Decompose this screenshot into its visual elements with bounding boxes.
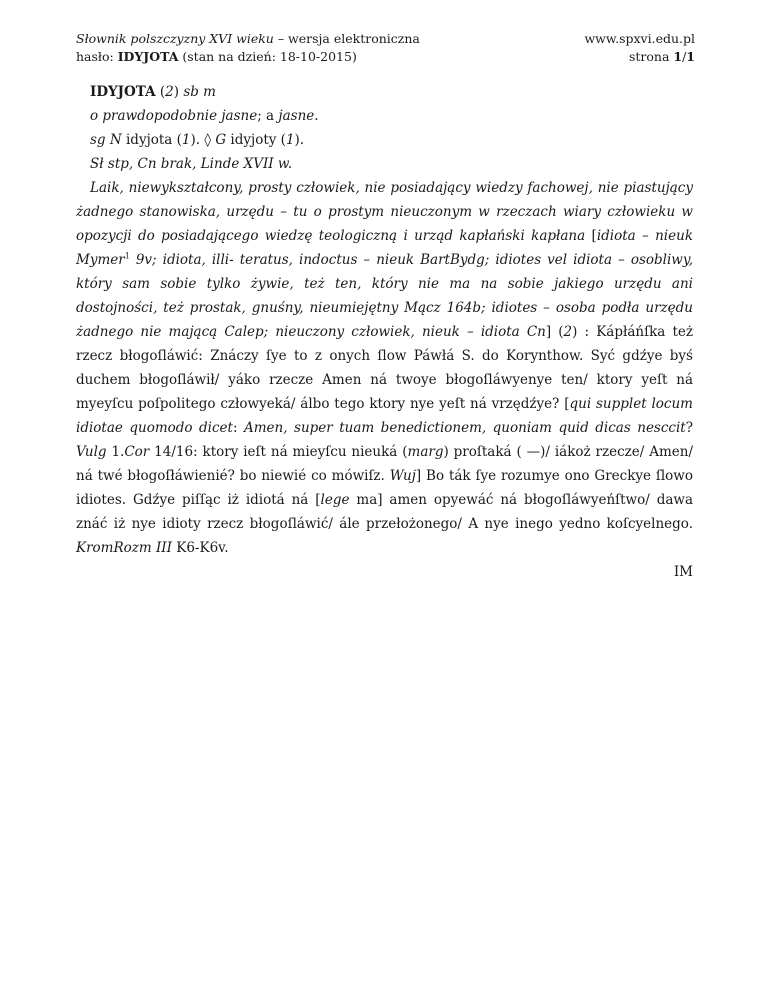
entry-status: hasło: IDYJOTA (stan na dzień: 18-10-2015) [76,49,357,64]
entry-body [76,80,693,584]
site-url[interactable]: www.spxvi.edu.pl [584,31,695,46]
dictionary-title: Słownik polszczyzny XVI wieku – wersja elektroniczna [76,31,420,46]
headword-line: IDYJOTA (2) sb m [90,84,216,100]
definition-paragraph: Laik, niewykształcony, prosty człowiek, nie posiadający wiedzy fachowej, nie piastujący żadnego stanowiska, urzędu – tu o prostym nieuczonym w rzeczach wiary człowieku w opozycji do posiadającego wiedzę teologiczną i urząd kapłański kapłana [idiota – nieuk Mymer$^1$ 9v; idiota, illi- teratus, indoctus – nieuk BartBydg; idiotes vel idiota – osobliwy, który sam sobie tylko żywie, też ten, który nie ma na sobie jakiego urzędu ani dostojności, też prostak, gnuśny, nieumiejętny Mącz 164b; idiotes – osoba podła urzędu żadnego nie mającą Calep; nieuczony człowiek, nieuk – idiota Cn] (2) : Kápłáńſka też rzecz błogoſláwić: Znáczy ſye to z onych ſlow Páwłá S. do Korynthow. Syć gdźye byś duchem błogoſláwił/ yáko rzecze Amen ná twoye błogoſláwyenye ten/ ktory yeſt ná myeyſcu poſpolitego człowyeká/ álbo tego ktory nye yeſt ná vrzędźye? [qui supplet locum idiotae quomodo dicet: Amen, super tuam benedictionem, quoniam quid dicas nesccit? Vulg 1.Cor 14/16: ktory ieſt ná mieyſcu nieuká (marg) proſtaká ( —)/ iákoż rzecze/ Amen/ ná twé błogoſłáwienié? bo niewié co mówiſz. Wuj] Bo ták ſye rozumye ono Greckye ſlowo idiotes. Gdźye piſſąc iż idiotá ná [lege ma] amen opyewáć ná błogoſláwyeńſtwo/ dawa znáć iż nye idioty rzecz błogoſláwić/ ále przełożonego/ A nye inego yedno koſcyelnego. KromRozm III K6-K6v. [76,180,694,556]
forms-line: sg N idyjota (1). ◊ G idyjoty (1). [90,132,305,148]
headword: IDYJOTA [90,84,156,100]
page-header-left [76,30,420,66]
sources-line: Sł stp, Cn brak, Linde XVII w. [90,156,293,172]
page-indicator: strona 1/1 [628,49,695,64]
page-header-right [584,30,695,66]
author-signature: IM [673,564,693,580]
origin-line: o prawdopodobnie jasne; a jasne. [90,108,319,124]
